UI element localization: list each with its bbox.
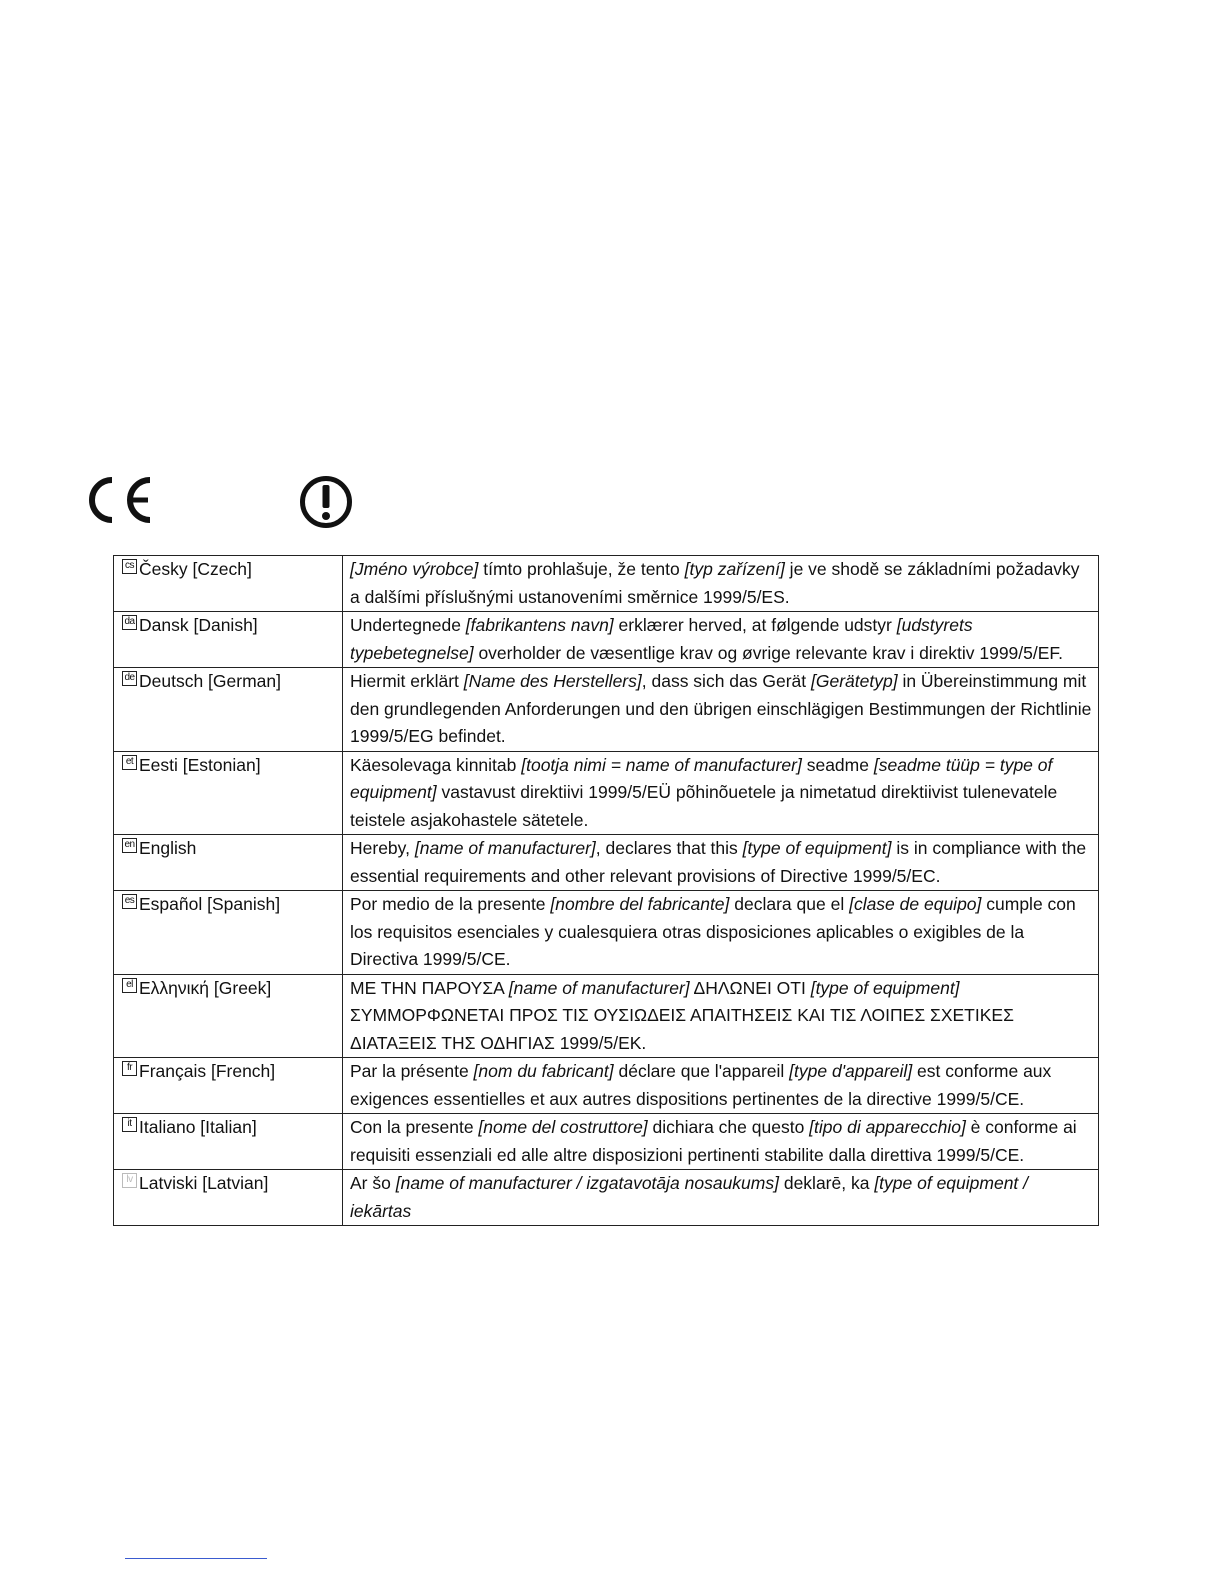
language-code-badge: et <box>122 755 137 770</box>
declaration-text: , dass sich das Gerät <box>641 671 811 691</box>
declaration-text: est conforme aux exigences essentielles et aux autres dispositions pertinentes de la directive 1999/5/CE. <box>350 1061 1052 1109</box>
declaration-text-cell <box>343 1170 1099 1226</box>
language-name: Ελληνική [Greek] <box>139 977 272 998</box>
language-name: Eesti [Estonian] <box>139 754 261 775</box>
language-cell <box>114 835 343 891</box>
footer-divider <box>125 1558 267 1559</box>
placeholder-text: [type of equipment] <box>742 838 892 858</box>
placeholder-text: [tootja nimi = name of manufacturer] <box>521 754 802 775</box>
language-cell <box>114 891 343 975</box>
language-cell <box>114 1170 343 1226</box>
language-cell <box>114 1058 343 1114</box>
declaration-text: vastavust direktiivi 1999/5/EÜ põhinõuetele ja nimetatud direktiivist tulenevatele teistele asjakohastele sätetele. <box>350 782 1058 830</box>
placeholder-text: [type d'appareil] <box>789 1061 913 1081</box>
declaration-text: dichiara che questo <box>647 1117 810 1137</box>
table-row <box>114 751 1099 835</box>
declaration-text: deklarē, ka <box>778 1173 875 1193</box>
placeholder-text: [nombre del fabricante] <box>550 894 730 914</box>
language-code-badge: lv <box>122 1173 137 1188</box>
declaration-text: erklærer herved, at følgende udstyr <box>613 615 897 635</box>
table-row <box>114 891 1099 975</box>
declaration-text: Käesolevaga kinnitab <box>350 754 522 775</box>
declaration-table-body <box>114 556 1099 1226</box>
language-name: English <box>139 838 197 858</box>
table-row <box>114 612 1099 668</box>
declaration-text-cell <box>343 974 1099 1058</box>
table-row <box>114 1170 1099 1226</box>
table-row <box>114 556 1099 612</box>
placeholder-text: [Name des Herstellers] <box>463 671 642 691</box>
placeholder-text: [nome del costruttore] <box>478 1117 648 1137</box>
declaration-text: Por medio de la presente <box>350 894 551 914</box>
declaration-text: seadme <box>801 754 874 775</box>
placeholder-text: [type of equipment / iekārtas <box>350 1173 1029 1221</box>
language-cell <box>114 974 343 1058</box>
declaration-text: overholder de væsentlige krav og øvrige relevante krav i direktiv 1999/5/EF. <box>473 642 1064 663</box>
declaration-text: in Übereinstimmung mit den grundlegenden Anforderungen und den übrigen einschlägigen Bestimmungen der Richtlinie 1999/5/EG befindet. <box>350 671 1092 746</box>
placeholder-text: [name of manufacturer] <box>508 977 690 998</box>
declaration-text: Con la presente <box>350 1117 479 1137</box>
declaration-text-cell <box>343 612 1099 668</box>
declaration-text-cell <box>343 1114 1099 1170</box>
language-cell <box>114 668 343 752</box>
language-code-badge: en <box>122 838 137 853</box>
language-name: Español [Spanish] <box>139 894 281 914</box>
declaration-text: je ve shodě se základními požadavky a dalšími příslušnými ustanoveními směrnice 1999/5/ES. <box>350 559 1080 607</box>
table-row <box>114 1058 1099 1114</box>
declaration-text: ΜΕ ΤΗΝ ΠΑΡΟΥΣΑ <box>350 977 509 998</box>
declaration-text: ΔΗΛΩΝΕΙ ΟΤΙ <box>689 977 811 998</box>
declaration-text: declara que el <box>729 894 850 914</box>
declaration-text-cell <box>343 835 1099 891</box>
language-name: Français [French] <box>139 1061 276 1081</box>
language-code-badge: es <box>122 894 137 909</box>
language-name: Dansk [Danish] <box>139 615 258 635</box>
language-cell <box>114 612 343 668</box>
declaration-text: tímto prohlašuje, že tento <box>478 559 685 579</box>
language-code-badge: da <box>122 615 137 630</box>
declaration-text: is in compliance with the essential requirements and other relevant provisions of Directive 1999/5/EC. <box>350 838 1087 886</box>
language-name: Latviski [Latvian] <box>139 1173 269 1193</box>
language-cell <box>114 556 343 612</box>
placeholder-text: [typ zařízení] <box>684 559 785 579</box>
placeholder-text: [fabrikantens navn] <box>465 615 614 635</box>
language-code-badge: cs <box>122 559 137 574</box>
declaration-text: è conforme ai requisiti essenziali ed alle altre disposizioni pertinenti stabilite dalla direttiva 1999/5/CE. <box>350 1117 1077 1165</box>
language-name: Deutsch [German] <box>139 671 281 691</box>
declaration-text-cell <box>343 668 1099 752</box>
placeholder-text: [tipo di apparecchio] <box>809 1117 966 1137</box>
placeholder-text: [name of manufacturer / izgatavotāja nosaukums] <box>395 1173 779 1193</box>
placeholder-text: [seadme tüüp = type of equipment] <box>350 754 1053 802</box>
declaration-text: ΣΥΜΜΟΡΦΩΝΕΤΑΙ ΠΡΟΣ ΤΙΣ ΟΥΣΙΩΔΕΙΣ ΑΠΑΙΤΗΣΕΙΣ ΚΑΙ ΤΙΣ ΛΟΙΠΕΣ ΣΧΕΤΙΚΕΣ ΔΙΑΤΑΞΕΙΣ ΤΗΣ ΟΔΗΓΙΑΣ 1999/5/ΕΚ. <box>350 1005 1014 1053</box>
declaration-text: Hereby, <box>350 838 415 858</box>
declaration-text: Ar šo <box>350 1173 396 1193</box>
language-code-badge: el <box>122 978 137 993</box>
language-cell <box>114 751 343 835</box>
declaration-text-cell <box>343 891 1099 975</box>
language-cell <box>114 1114 343 1170</box>
declaration-text-cell <box>343 751 1099 835</box>
declaration-text: déclare que l'appareil <box>613 1061 790 1081</box>
language-code-badge: de <box>122 671 137 686</box>
declaration-text: Hiermit erklärt <box>350 671 464 691</box>
placeholder-text: [clase de equipo] <box>849 894 982 914</box>
table-row <box>114 668 1099 752</box>
declaration-text: Par la présente <box>350 1061 474 1081</box>
table-row <box>114 1114 1099 1170</box>
placeholder-text: [Jméno výrobce] <box>350 559 479 579</box>
placeholder-text: [Gerätetyp] <box>811 671 898 691</box>
table-row <box>114 974 1099 1058</box>
placeholder-text: [name of manufacturer] <box>414 838 596 858</box>
table-row <box>114 835 1099 891</box>
language-name: Česky [Czech] <box>139 559 252 579</box>
language-code-badge: it <box>122 1117 137 1132</box>
placeholder-text: [type of equipment] <box>810 977 960 998</box>
placeholder-text: [udstyrets typebetegnelse] <box>350 615 973 663</box>
declaration-text-cell <box>343 1058 1099 1114</box>
declaration-table <box>113 555 1099 1226</box>
ce-mark-icon <box>88 476 154 524</box>
declaration-text: Undertegnede <box>350 615 466 635</box>
conformity-marks <box>88 472 388 532</box>
language-name: Italiano [Italian] <box>139 1117 257 1137</box>
placeholder-text: [nom du fabricant] <box>473 1061 614 1081</box>
language-code-badge: fr <box>122 1061 137 1076</box>
declaration-text: , declares that this <box>595 838 743 858</box>
declaration-text-cell <box>343 556 1099 612</box>
declaration-text: cumple con los requisitos esenciales y cualesquiera otras disposiciones aplicables o exigibles de la Directiva 1999/5/CE. <box>350 894 1076 969</box>
exclamation-circle-icon <box>298 474 354 530</box>
